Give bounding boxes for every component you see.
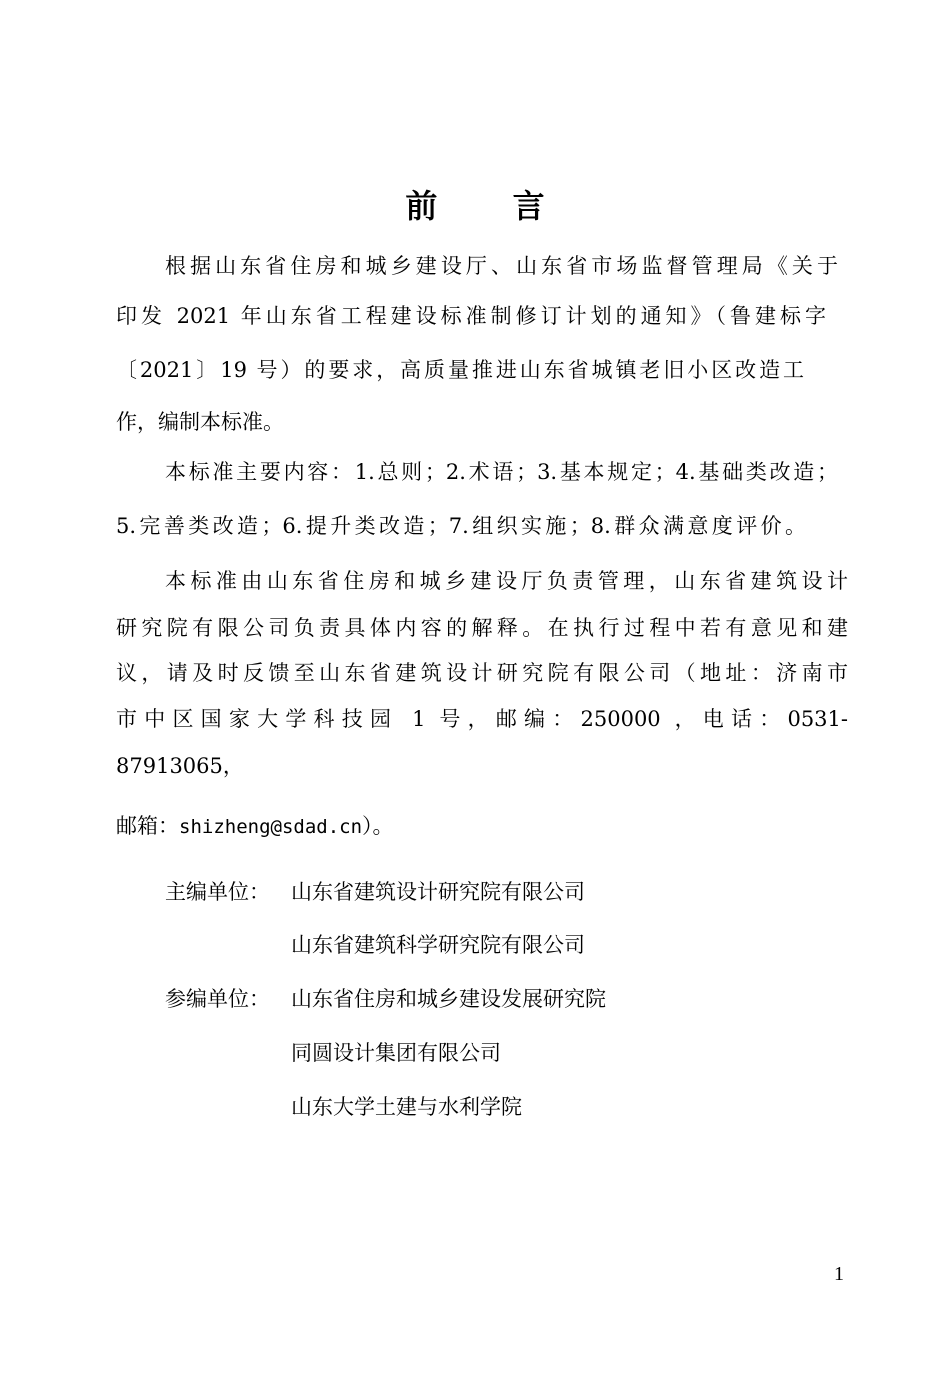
paragraph-1-line-4: 作，编制本标准。 <box>116 410 284 434</box>
participating-unit-3: 山东大学土建与水利学院 <box>291 1095 522 1119</box>
paragraph-1-line-3: 〔2021〕19 号）的要求，高质量推进山东省城镇老旧小区改造工 <box>116 358 804 382</box>
paragraph-3-line-2: 研究院有限公司负责具体内容的解释。在执行过程中若有意见和建 <box>116 616 848 640</box>
email-link[interactable]: shizheng@sdad.cn <box>179 816 363 838</box>
participating-editors-label: 参编单位： <box>165 987 270 1011</box>
paragraph-3-line-5: 87913065， <box>116 754 244 778</box>
paragraph-2-line-2: 5.完善类改造；6.提升类改造；7.组织实施；8.群众满意度评价。 <box>116 514 806 538</box>
participating-unit-2: 同圆设计集团有限公司 <box>291 1041 501 1065</box>
page-number: 1 <box>834 1263 844 1285</box>
chief-editor-unit-2: 山东省建筑科学研究院有限公司 <box>291 933 585 957</box>
paragraph-3-line-3: 议，请及时反馈至山东省建筑设计研究院有限公司（地址：济南市 <box>116 661 848 685</box>
participating-unit-1: 山东省住房和城乡建设发展研究院 <box>291 987 606 1011</box>
page-title: 前 言 <box>405 187 577 225</box>
email-line-end: ）。 <box>362 814 394 838</box>
chief-editors-label: 主编单位： <box>165 880 270 904</box>
email-line <box>116 811 394 842</box>
paragraph-1-line-2: 印发 2021 年山东省工程建设标准制修订计划的通知》（鲁建标字 <box>116 304 826 328</box>
paragraph-3-line-4: 市中区国家大学科技园 1 号，邮编：250000 ，电话：0531- <box>116 707 848 731</box>
paragraph-3-line-1: 本标准由山东省住房和城乡建设厅负责管理，山东省建筑设计 <box>165 569 848 593</box>
email-label: 邮箱： <box>116 814 179 838</box>
paragraph-1-line-1: 根据山东省住房和城乡建设厅、山东省市场监督管理局《关于 <box>165 254 838 278</box>
paragraph-2-line-1: 本标准主要内容：1.总则；2.术语；3.基本规定；4.基础类改造； <box>165 460 838 484</box>
chief-editor-unit-1: 山东省建筑设计研究院有限公司 <box>291 880 585 904</box>
